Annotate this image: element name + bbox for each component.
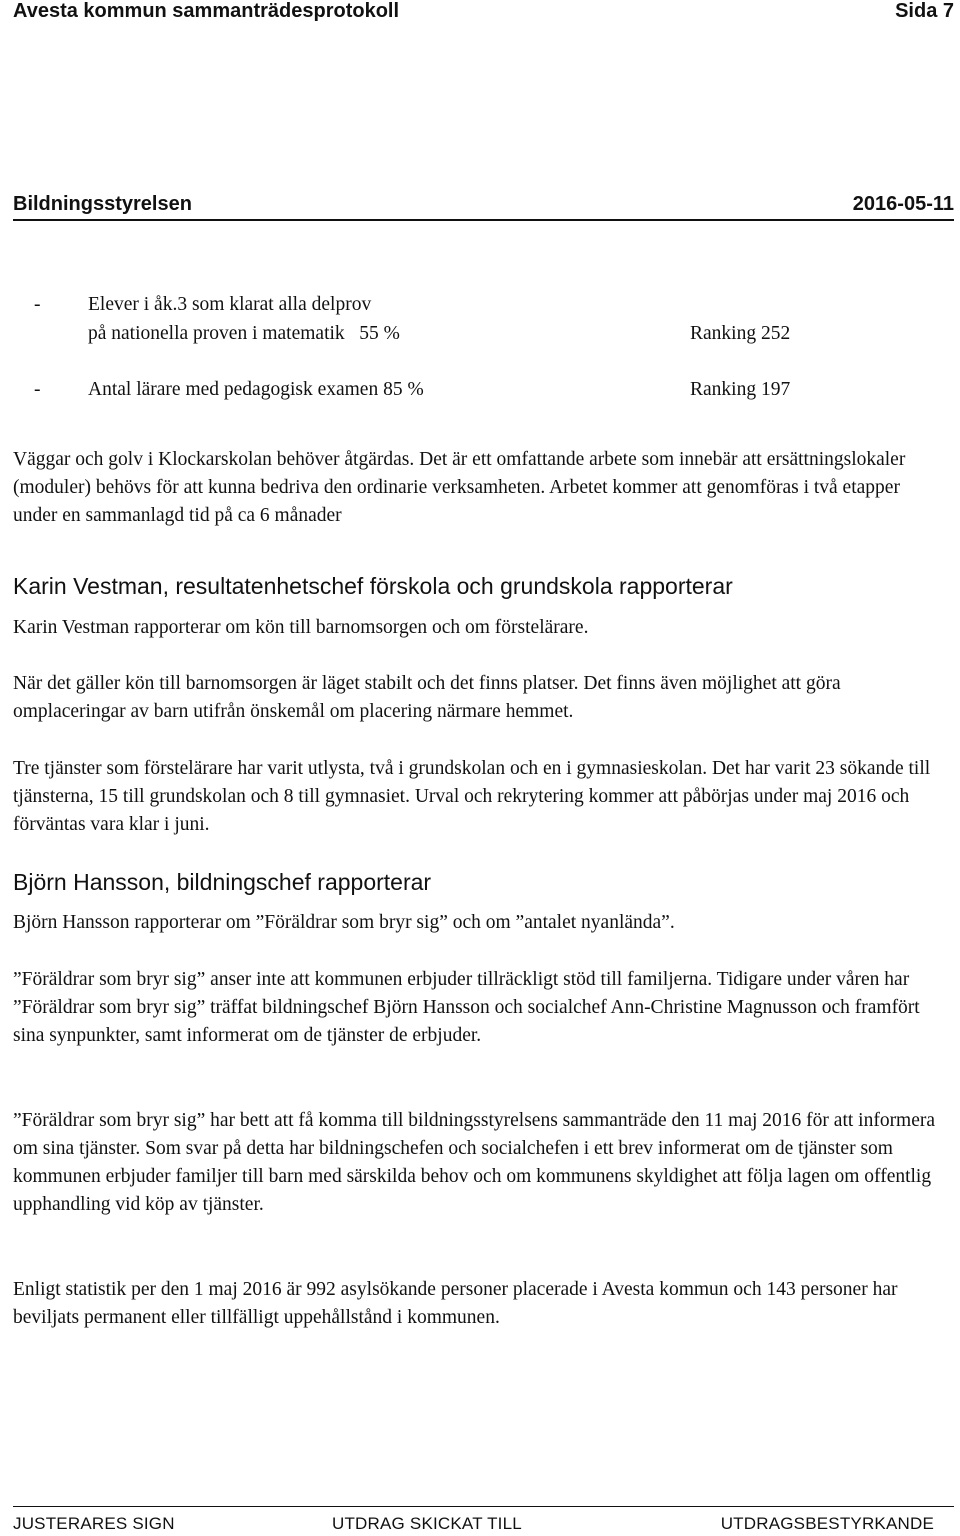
signature-label-utdragsbestyrkande: UTDRAGSBESTYRKANDE (720, 1514, 934, 1533)
section-heading-karin: Karin Vestman, resultatenhetschef förskola och grundskola rapporterar (13, 573, 733, 599)
board-name: Bildningsstyrelsen (13, 193, 192, 215)
footer-rule (13, 1506, 954, 1507)
paragraph-bjorn-2: ”Föräldrar som bryr sig” anser inte att kommunen erbjuder tillräckligt stöd till familjerna. Tidigare under våren har ”Föräldrar som bryr sig” träffat bildningschef Björn Hansson och socialchef Ann-Christine Magnusson och framfört sina synpunkter, samt informerat om de tjänster de erbjuder. (13, 969, 920, 1046)
header-rule (13, 219, 954, 221)
list-dash: - (34, 379, 41, 400)
stat-line: på nationella proven i matematik 55 % (88, 323, 400, 344)
list-dash: - (34, 294, 41, 315)
stat-line: Elever i åk.3 som klarat alla delprov (88, 294, 372, 315)
stat-line: Antal lärare med pedagogisk examen 85 % (88, 379, 424, 400)
document-title: Avesta kommun sammanträdesprotokoll (13, 0, 400, 22)
paragraph-karin-1: Karin Vestman rapporterar om kön till barnomsorgen och om förstelärare. (13, 617, 589, 638)
page-number: Sida 7 (895, 0, 954, 22)
paragraph-klockarskolan: Väggar och golv i Klockarskolan behöver åtgärdas. Det är ett omfattande arbete som innebär att ersättningslokaler (moduler) behövs för att kunna bedriva den ordinarie verksamheten. Arbetet kommer att genomföras i två etapper under en sammanlagd tid på ca 6 månader (13, 449, 906, 526)
paragraph-bjorn-4: Enligt statistik per den 1 maj 2016 är 992 asylsökande personer placerade i Avesta kommun och 143 personer har beviljats permanent eller tillfälligt uppehållstånd i kommunen. (13, 1279, 898, 1328)
paragraph-bjorn-1: Björn Hansson rapporterar om ”Föräldrar som bryr sig” och om ”antalet nyanlända”. (13, 912, 675, 933)
stat-ranking: Ranking 197 (690, 379, 791, 400)
paragraph-karin-3: Tre tjänster som förstelärare har varit utlysta, två i grundskolan och en i gymnasieskolan. Det har varit 23 sökande till tjänsterna, 15 till grundskolan och 8 till gymnasiet. Urval och rekrytering kommer att påbörjas under maj 2016 och förväntas vara klar i juni. (13, 758, 931, 835)
paragraph-bjorn-3: ”Föräldrar som bryr sig” har bett att få komma till bildningsstyrelsens sammanträde den 11 maj 2016 för att informera om sina tjänster. Som svar på detta har bildningschefen och socialchefen i ett brev informerat om de tjänster som kommunen erbjuder familjer till barn med särskilda behov och om kommunens skyldighet att följa lagen om offentlig upphandling vid köp av tjänster. (13, 1110, 936, 1215)
signature-label-utdrag-skickat: UTDRAG SKICKAT TILL (332, 1514, 522, 1533)
meeting-date: 2016-05-11 (852, 193, 954, 215)
paragraph-karin-2: När det gäller kön till barnomsorgen är läget stabilt och det finns platser. Det finns även möjlighet att göra omplaceringar av barn utifrån önskemål om placering närmare hemmet. (13, 673, 841, 722)
section-heading-bjorn: Björn Hansson, bildningschef rapporterar (13, 869, 432, 895)
stat-ranking: Ranking 252 (690, 323, 791, 344)
signature-label-justerare: JUSTERARES SIGN (13, 1514, 175, 1533)
